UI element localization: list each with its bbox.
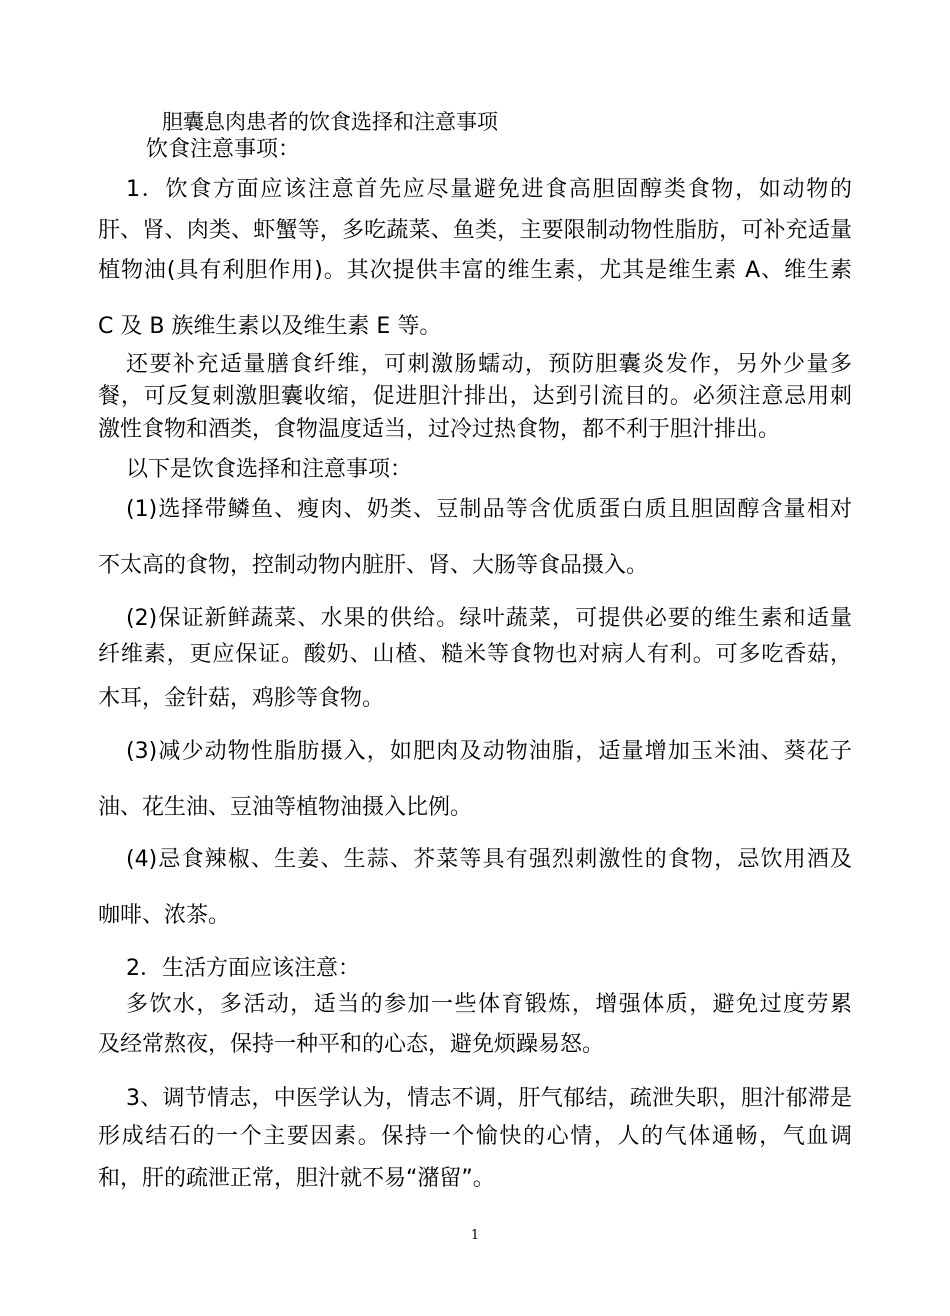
section-heading: 饮食注意事项： bbox=[146, 137, 301, 162]
list-item: 油、花生油、豆油等植物油摄入比例。 bbox=[98, 795, 473, 820]
paragraph-line: 植物油(具有利胆作用)。其次提供丰富的维生素，尤其是维生素 A、维生素 bbox=[98, 258, 852, 283]
paragraph-line: 激性食物和酒类，食物温度适当，过冷过热食物，都不利于胆汁排出。 bbox=[98, 417, 781, 442]
list-item: 不太高的食物，控制动物内脏肝、肾、大肠等食品摄入。 bbox=[98, 553, 649, 578]
list-item: 木耳，金针菇，鸡胗等食物。 bbox=[98, 686, 385, 711]
paragraph-line: 及经常熬夜，保持一种平和的心态，避免烦躁易怒。 bbox=[98, 1032, 605, 1057]
document-title: 胆囊息肉患者的饮食选择和注意事项 bbox=[162, 110, 498, 134]
paragraph-line: 多饮水，多活动，适当的参加一些体育锻炼，增强体质，避免过度劳累 bbox=[126, 992, 852, 1017]
paragraph-line: 还要补充适量膳食纤维，可刺激肠蠕动，预防胆囊炎发作，另外少量多 bbox=[126, 352, 852, 377]
section-heading: 2．生活方面应该注意： bbox=[126, 956, 360, 981]
paragraph-line: 形成结石的一个主要因素。保持一个愉快的心情，人的气体通畅，气血调 bbox=[98, 1124, 852, 1149]
paragraph-line: 肝、肾、肉类、虾蟹等，多吃蔬菜、鱼类，主要限制动物性脂肪，可补充适量 bbox=[98, 218, 852, 243]
list-item: (2)保证新鲜蔬菜、水果的供给。绿叶蔬菜，可提供必要的维生素和适量 bbox=[126, 606, 852, 631]
paragraph-line: 1．饮食方面应该注意首先应尽量避免进食高胆固醇类食物，如动物的 bbox=[126, 177, 852, 202]
paragraph-line: C 及 B 族维生素以及维生素 E 等。 bbox=[98, 314, 442, 339]
list-item: 纤维素，更应保证。酸奶、山楂、糙米等食物也对病人有利。可多吃香菇， bbox=[98, 642, 852, 667]
paragraph-line: 和，肝的疏泄正常，胆汁就不易“潴留”。 bbox=[98, 1166, 495, 1191]
list-item: 咖啡、浓茶。 bbox=[98, 903, 231, 928]
list-item: (4)忌食辣椒、生姜、生蒜、芥菜等具有强烈刺激性的食物，忌饮用酒及 bbox=[126, 847, 852, 872]
paragraph-line: 以下是饮食选择和注意事项： bbox=[126, 457, 413, 482]
paragraph-line: 餐，可反复刺激胆囊收缩，促进胆汁排出，达到引流目的。必须注意忌用刺 bbox=[98, 384, 852, 409]
paragraph-line: 3、调节情志，中医学认为，情志不调，肝气郁结，疏泄失职，胆汁郁滞是 bbox=[126, 1086, 852, 1111]
list-item: (3)减少动物性脂肪摄入，如肥肉及动物油脂，适量增加玉米油、葵花子 bbox=[126, 739, 852, 764]
page-number: 1 bbox=[470, 1228, 480, 1243]
list-item: (1)选择带鳞鱼、瘦肉、奶类、豆制品等含优质蛋白质且胆固醇含量相对 bbox=[126, 497, 852, 522]
